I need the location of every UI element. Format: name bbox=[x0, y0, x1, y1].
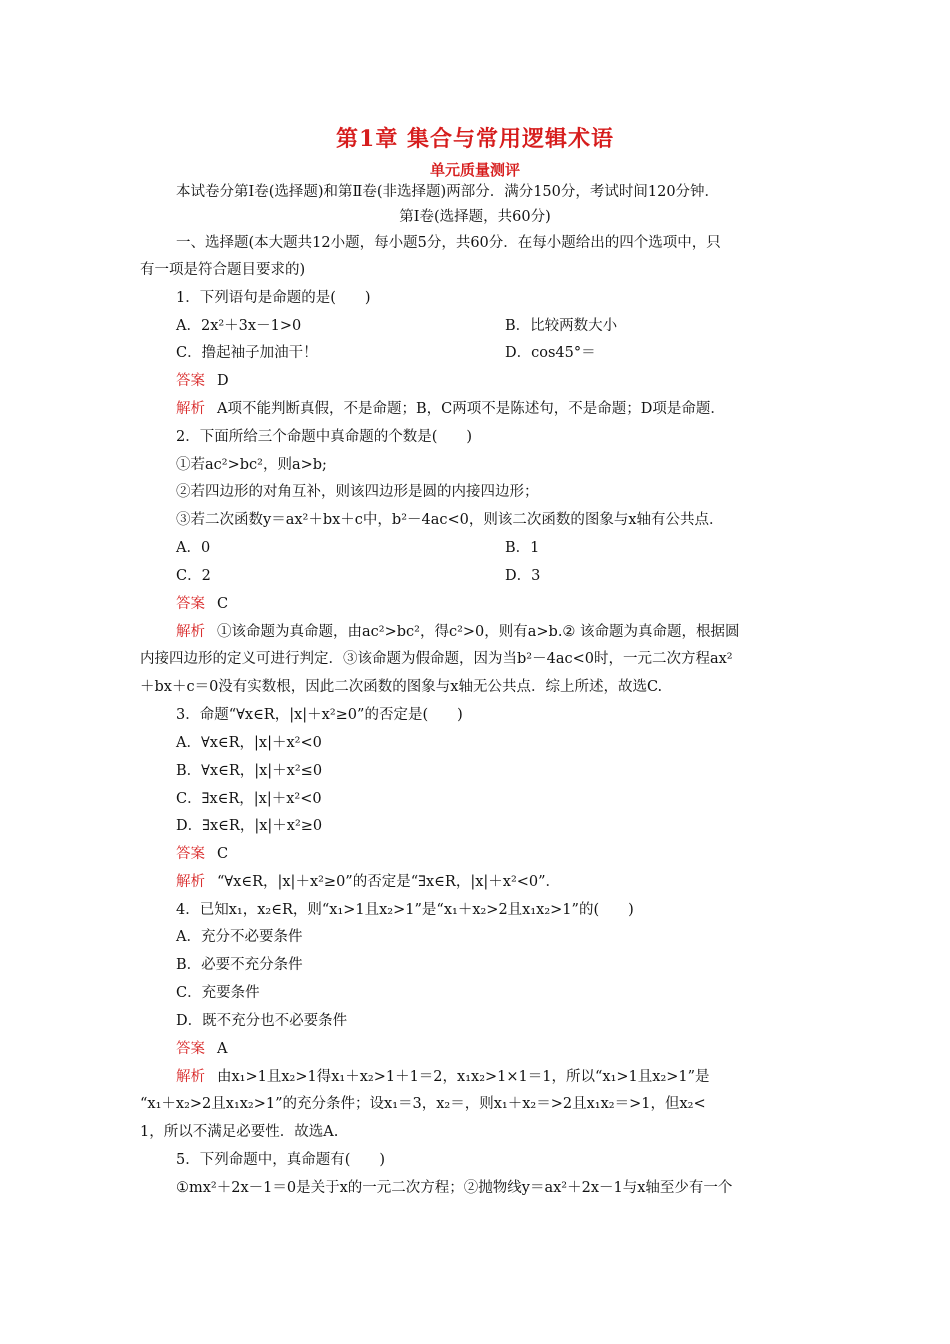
q4-answer: A bbox=[217, 1041, 228, 1057]
answer-label: 答案 bbox=[176, 846, 205, 862]
answer-label: 答案 bbox=[176, 373, 205, 389]
analysis-label: 解析 bbox=[176, 1069, 205, 1085]
exam-description: 本试卷分第Ⅰ卷(选择题)和第Ⅱ卷(非选择题)两部分．满分150分，考试时间120分钟． bbox=[176, 184, 720, 200]
q1-answer: D bbox=[217, 373, 229, 389]
q3-answer-row bbox=[176, 844, 228, 864]
q2-item-3: ③若二次函数y＝ax²＋bx＋c中，b²－4ac<0，则该二次函数的图象与x轴有公共点． bbox=[176, 512, 724, 528]
q1-analysis: A项不能判断真假，不是命题；B，C两项不是陈述句，不是命题；D项是命题． bbox=[217, 401, 725, 417]
analysis-label: 解析 bbox=[176, 624, 205, 640]
q4-option-d: D．既不充分也不必要条件 bbox=[176, 1013, 348, 1029]
q3-answer: C bbox=[217, 846, 229, 862]
analysis-label: 解析 bbox=[176, 401, 205, 417]
q1-analysis-row bbox=[176, 399, 725, 419]
q3-analysis: “∀x∈R，|x|＋x²≥0”的否定是“∃x∈R，|x|＋x²<0”． bbox=[217, 874, 561, 890]
q3-analysis-row bbox=[176, 872, 560, 892]
q2-option-d: D．3 bbox=[505, 568, 541, 584]
q2-answer-row bbox=[176, 594, 228, 614]
q4-option-a: A．充分不必要条件 bbox=[176, 929, 303, 945]
q3-stem: 3．命题“∀x∈R，|x|＋x²≥0”的否定是( ) bbox=[176, 707, 463, 723]
q2-stem: 2．下面所给三个命题中真命题的个数是( ) bbox=[176, 429, 473, 445]
q2-analysis-line3: ＋bx＋c＝0没有实数根，因此二次函数的图象与x轴无公共点．综上所述，故选C. bbox=[140, 679, 663, 695]
q2-analysis-row bbox=[176, 622, 740, 642]
q5-line1: ①mx²＋2x－1＝0是关于x的一元二次方程；②抛物线y＝ax²＋2x－1与x轴至少有一个 bbox=[176, 1180, 733, 1196]
chapter-subtitle: 单元质量测评 bbox=[429, 161, 520, 179]
q4-option-b: B．必要不充分条件 bbox=[176, 957, 303, 973]
q2-item-1: ①若ac²>bc²，则a>b; bbox=[176, 457, 327, 473]
q3-option-c: C．∃x∈R，|x|＋x²<0 bbox=[176, 791, 322, 807]
q3-option-a: A．∀x∈R，|x|＋x²<0 bbox=[176, 735, 322, 751]
q4-analysis-row bbox=[176, 1067, 710, 1087]
q1-option-b: B．比较两数大小 bbox=[505, 318, 618, 334]
q4-answer-row bbox=[176, 1039, 227, 1059]
section-intro-line1: 一、选择题(本大题共12小题，每小题5分，共60分．在每小题给出的四个选项中，只 bbox=[176, 235, 721, 251]
answer-label: 答案 bbox=[176, 1041, 205, 1057]
q2-option-c: C．2 bbox=[176, 568, 211, 584]
q1-option-d: D．cos45°＝ bbox=[505, 345, 596, 361]
q1-option-a: A．2x²＋3x－1>0 bbox=[176, 318, 302, 334]
chapter-title: 第1章 集合与常用逻辑术语 bbox=[336, 126, 614, 152]
q2-item-2: ②若四边形的对角互补，则该四边形是圆的内接四边形； bbox=[176, 484, 539, 500]
q4-analysis-line2: “x₁＋x₂>2且x₁x₂>1”的充分条件；设x₁＝3，x₂＝，则x₁＋x₂＝>2且x₁x₂＝>1，但x₂< bbox=[140, 1096, 706, 1112]
q2-answer: C bbox=[217, 596, 229, 612]
q4-option-c: C．充要条件 bbox=[176, 985, 260, 1001]
q2-analysis-line1: ①该命题为真命题，由ac²>bc²，得c²>0，则有a>b.② 该命题为真命题，根据圆 bbox=[217, 624, 740, 640]
answer-label: 答案 bbox=[176, 596, 205, 612]
q5-stem: 5．下列命题中，真命题有( ) bbox=[176, 1152, 386, 1168]
q4-stem: 4．已知x₁，x₂∈R，则“x₁>1且x₂>1”是“x₁＋x₂>2且x₁x₂>1”的( ) bbox=[176, 902, 634, 918]
q3-option-b: B．∀x∈R，|x|＋x²≤0 bbox=[176, 763, 323, 779]
q4-analysis-line3: 1，所以不满足必要性．故选A. bbox=[140, 1124, 339, 1140]
q4-analysis-line1: 由x₁>1且x₂>1得x₁＋x₂>1＋1＝2，x₁x₂>1×1＝1，所以“x₁>1且x₂>1”是 bbox=[217, 1069, 710, 1085]
section-intro-line2: 有一项是符合题目要求的) bbox=[140, 262, 306, 278]
analysis-label: 解析 bbox=[176, 874, 205, 890]
q2-option-b: B．1 bbox=[505, 540, 540, 556]
q1-answer-row bbox=[176, 371, 229, 391]
q2-option-a: A．0 bbox=[176, 540, 211, 556]
q3-option-d: D．∃x∈R，|x|＋x²≥0 bbox=[176, 818, 323, 834]
part1-heading: 第Ⅰ卷(选择题，共60分) bbox=[399, 209, 551, 225]
q2-analysis-line2: 内接四边形的定义可进行判定．③该命题为假命题，因为当b²－4ac<0时，一元二次方程ax² bbox=[140, 651, 733, 667]
q1-option-c: C．撸起袖子加油干！ bbox=[176, 345, 318, 361]
q1-stem: 1．下列语句是命题的是( ) bbox=[176, 290, 371, 306]
